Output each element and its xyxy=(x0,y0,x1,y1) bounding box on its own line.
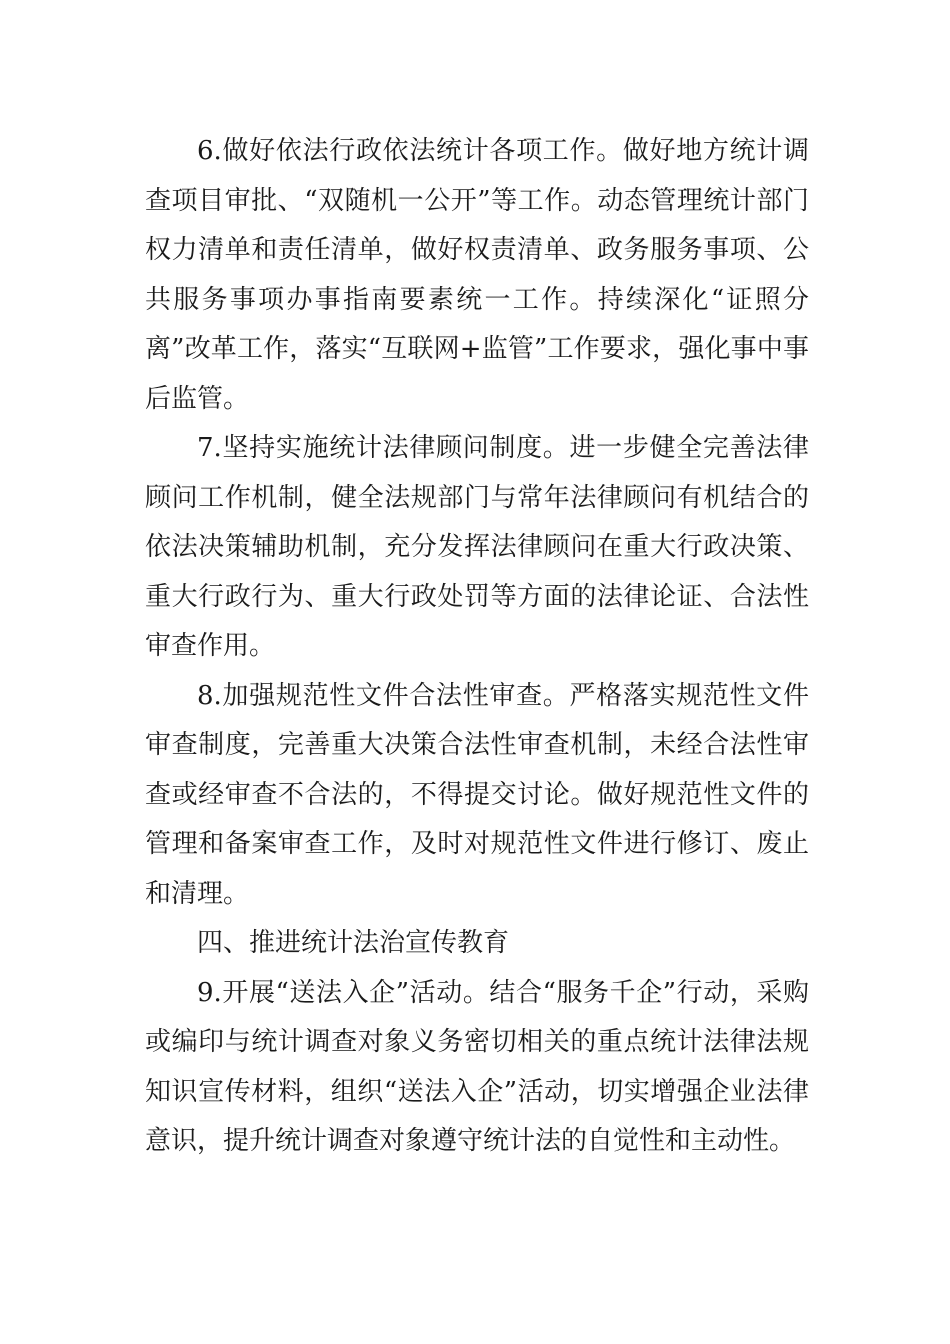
section-heading: 四、推进统计法治宣传教育 xyxy=(197,928,510,958)
paragraph-7: 7.坚持实施统计法律顾问制度。进一步健全完善法律顾问工作机制，健全法规部门与常年法律顾问有机结合的依法决策辅助机制，充分发挥法律顾问在重大行政决策、重大行政行为、重大行政处罚等方面的法律论证、合法性审查作用。 xyxy=(145,433,809,661)
paragraph-8: 8.加强规范性文件合法性审查。严格落实规范性文件审查制度，完善重大决策合法性审查机制，未经合法性审查或经审查不合法的，不得提交讨论。做好规范性文件的管理和备案审查工作，及时对规范性文件进行修订、废止和清理。 xyxy=(145,680,809,909)
document-body xyxy=(145,127,809,1167)
paragraph-9: 9.开展“送法入企”活动。结合“服务千企”行动，采购或编印与统计调查对象义务密切相关的重点统计法律法规知识宣传材料，组织“送法入企”活动，切实增强企业法律意识，提升统计调查对象遵守统计法的自觉性和主动性。 xyxy=(145,977,809,1156)
paragraph-6: 6.做好依法行政依法统计各项工作。做好地方统计调查项目审批、“双随机一公开”等工作。动态管理统计部门权力清单和责任清单，做好权责清单、政务服务事项、公共服务事项办事指南要素统一工作。持续深化“证照分离”改革工作，落实“互联网+监管”工作要求，强化事中事后监管。 xyxy=(145,136,809,414)
